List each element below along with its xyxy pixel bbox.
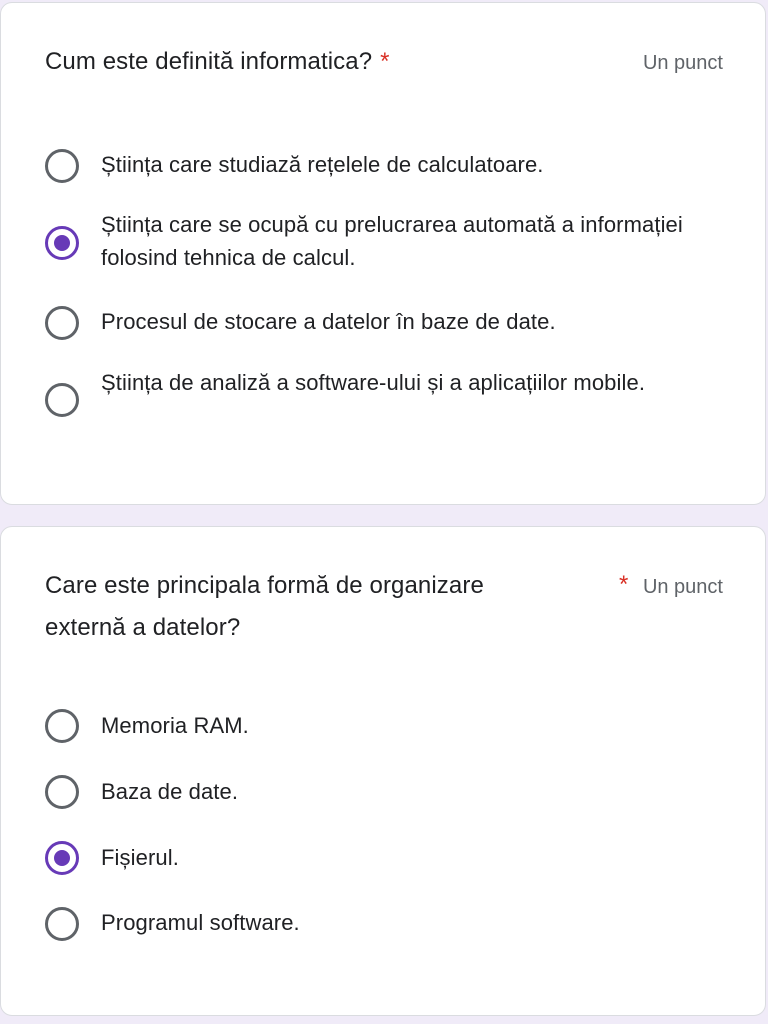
question-card-2 <box>0 526 766 1016</box>
question-card-1 <box>0 2 766 505</box>
option-memoria-ram[interactable] <box>1 707 767 747</box>
option-label: Știința care se ocupă cu prelucrarea automată a informației folosind tehnica de calcul. <box>101 212 683 270</box>
option-label: Programul software. <box>101 910 300 935</box>
option-baza-de-date[interactable] <box>1 773 767 813</box>
option-label: Memoria RAM. <box>101 713 249 738</box>
option-stocare-baze-date[interactable] <box>1 303 767 343</box>
radio-checked-icon[interactable] <box>45 841 79 875</box>
question-title <box>45 41 605 83</box>
radio-unchecked-icon[interactable] <box>45 775 79 809</box>
radio-unchecked-icon[interactable] <box>45 709 79 743</box>
points-label: Un punct <box>642 52 723 74</box>
radio-unchecked-icon[interactable] <box>45 306 79 340</box>
option-label: Fișierul. <box>101 845 179 870</box>
radio-checked-icon[interactable] <box>45 226 79 260</box>
radio-unchecked-icon[interactable] <box>45 383 79 417</box>
points-label: Un punct <box>642 576 723 598</box>
option-label: Știința care studiază rețelele de calculatoare. <box>101 152 544 177</box>
radio-unchecked-icon[interactable] <box>45 907 79 941</box>
question-title: Care este principala formă de organizare externă a datelor? <box>45 572 484 641</box>
option-analiza-software[interactable] <box>1 367 767 439</box>
radio-dot <box>54 850 70 866</box>
option-label: Procesul de stocare a datelor în baze de date. <box>101 309 556 334</box>
option-programul-software[interactable] <box>1 905 767 945</box>
option-prelucrare-automata[interactable] <box>1 208 767 280</box>
radio-unchecked-icon[interactable] <box>45 149 79 183</box>
question-text: Cum este definită informatica? <box>45 48 373 75</box>
option-retele-calculatoare[interactable] <box>1 145 767 185</box>
required-indicator: * <box>380 48 390 75</box>
option-fisierul[interactable] <box>1 839 767 879</box>
option-label: Baza de date. <box>101 779 239 804</box>
option-label: Știința de analiză a software-ului și a aplicațiilor mobile. <box>101 370 646 395</box>
required-indicator: * <box>619 571 629 598</box>
radio-dot <box>54 235 70 251</box>
